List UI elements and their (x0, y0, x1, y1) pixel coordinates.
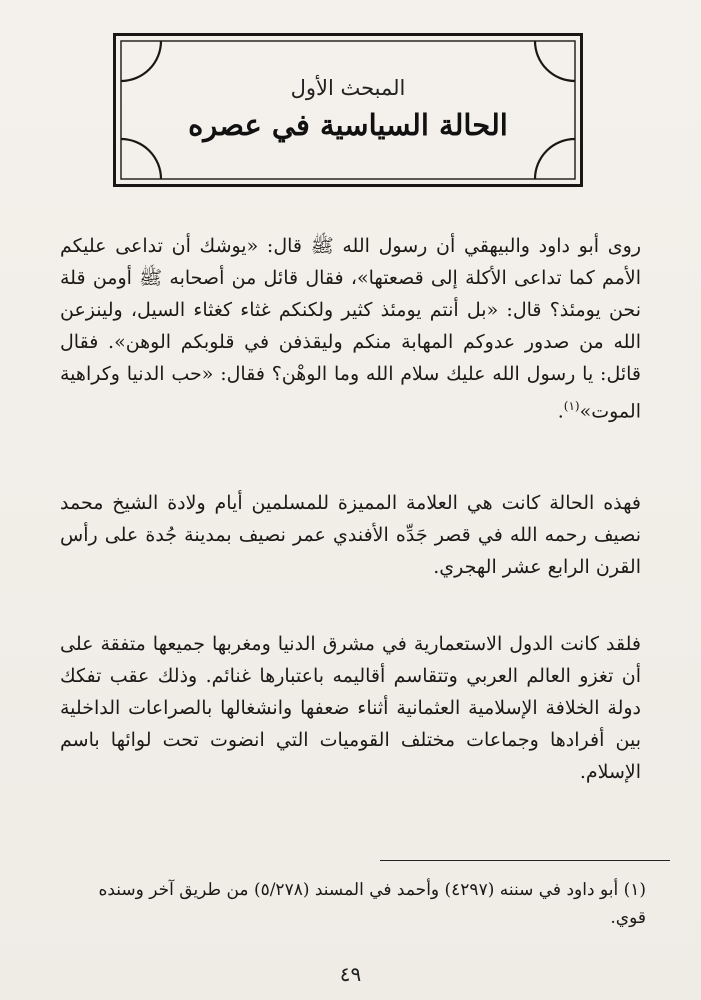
section-title: الحالة السياسية في عصره (188, 108, 508, 142)
page-number: ٤٩ (339, 962, 362, 986)
paragraph-1: روى أبو داود والبيهقي أن رسول الله ﷺ قال: «يوشك أن تداعى عليكم الأمم كما تداعى الأكلة إلى قصعتها»، فقال قائل من أصحابه ﷺ أومن قلة نحن يومئذ؟ قال: «بل أنتم يومئذ كثير ولكنكم غثاء كغثاء السيل، ولينزعن الله من صدور عدوكم المهابة منكم وليقذفن في قلوبكم الوهن». فقال قائل: يا رسول الله عليك سلام الله وما الوهْن؟ فقال: «حب الدنيا وكراهية الموت»$^{(١)}$. (60, 235, 641, 423)
section-subtitle: المبحث الأول (290, 76, 406, 100)
footnote-divider (380, 860, 670, 861)
chapter-title-frame (113, 33, 583, 187)
footnote: (١) أبو داود في سننه (٤٢٩٧) وأحمد في المسند (٥/٢٧٨) من طريق آخر وسنده قوي. (98, 880, 646, 928)
paragraph-3 (60, 628, 641, 788)
chapter-heading (113, 73, 583, 145)
paragraph-2-text: فهذه الحالة كانت هي العلامة المميزة للمسلمين أيام ولادة الشيخ محمد نصيف رحمه الله في قصر جَدِّه الأفندي عمر نصيف بمدينة جُدة على رأس القرن الرابع عشر الهجري. (60, 492, 641, 578)
paragraph-1-text: روى أبو داود والبيهقي أن رسول الله ﷺ قال: «يوشك أن تداعى عليكم الأمم كما تداعى الأكلة إلى قصعتها»، فقال قائل من أصحابه ﷺ أومن قلة نحن يومئذ؟ قال: «بل أنتم يومئذ كثير ولكنكم غثاء كغثاء السيل، ولينزعن الله من صدور عدوكم المهابة منكم وليقذفن في قلوبكم الوهن». فقال قائل: يا رسول الله عليك سلام الله وما الوهْن؟ فقال: «حب الدنيا وكراهية الموت» (60, 235, 641, 423)
paragraph-3-text: فلقد كانت الدول الاستعمارية في مشرق الدنيا ومغربها جميعها متفقة على أن تغزو العالم العربي وتتقاسم أقاليمه باعتبارها غنائم. وذلك عقب تفكك دولة الخلافة الإسلامية العثمانية أثناء ضعفها وانشغالها بالصراعات الداخلية بين أفرادها وجماعات مختلف القوميات التي انضوت تحت لوائها باسم الإسلام. (60, 633, 641, 783)
paragraph-2 (60, 487, 641, 583)
footnote-reference: (١) (563, 399, 580, 413)
